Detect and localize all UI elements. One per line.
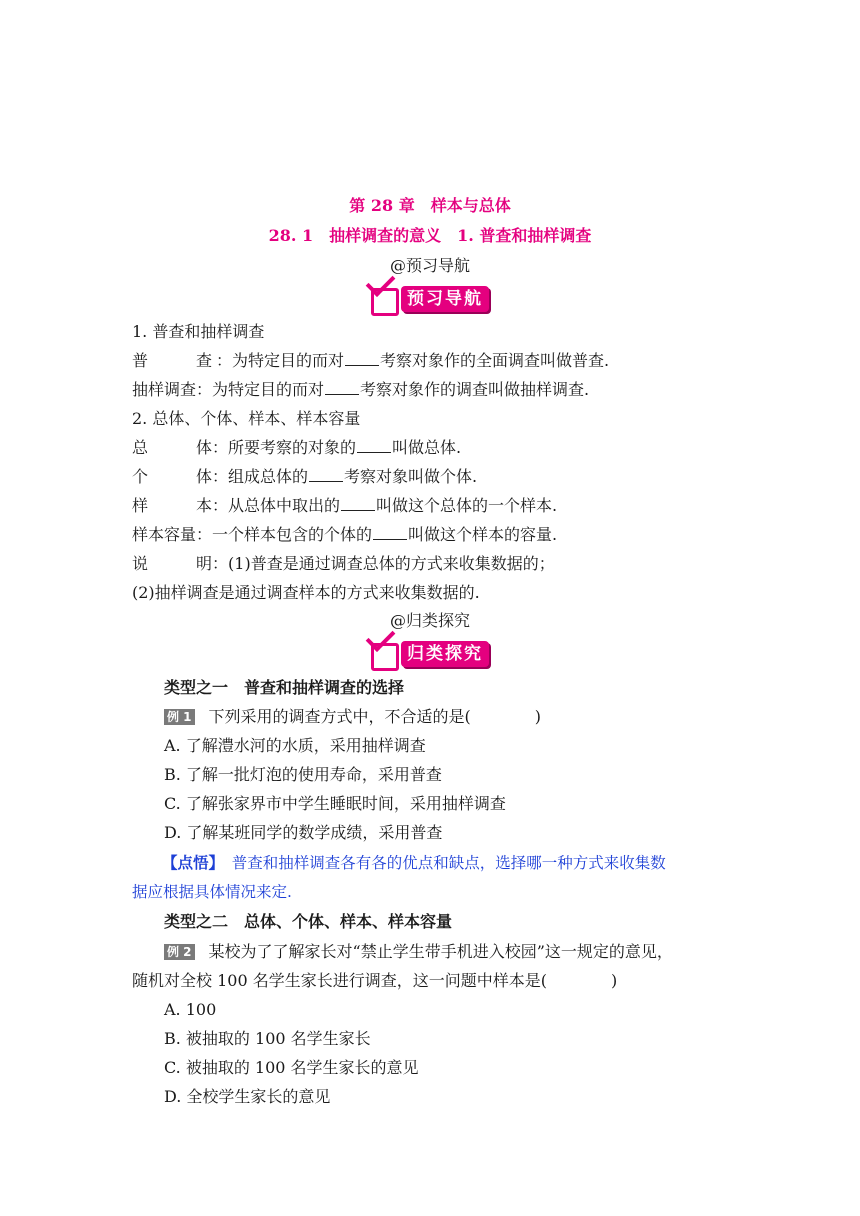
example-badge: 例 1	[164, 709, 195, 725]
explore-banner-label: 归类探究	[401, 641, 489, 667]
preview-banner-label: 预习导航	[401, 286, 489, 312]
insight-line-2: 据应根据具体情况来定.	[132, 883, 292, 901]
preview-banner	[371, 285, 489, 313]
preview-heading-1: 1. 普查和抽样调查	[132, 322, 265, 341]
example1-option-b: B. 了解一批灯泡的使用寿命，采用普查	[164, 765, 442, 784]
example1-option-c: C. 了解张家界市中学生睡眠时间，采用抽样调查	[164, 794, 506, 813]
type2-heading: 类型之二 总体、个体、样本、样本容量	[164, 912, 453, 931]
fill-blank	[309, 467, 343, 482]
sample-size-definition: 样本容量：一个样本包含的个体的 叫做这个样本的容量.	[132, 525, 558, 544]
preview-heading-2: 2. 总体、个体、样本、样本容量	[132, 409, 361, 428]
example1-option-d: D. 了解某班同学的数学成绩，采用普查	[164, 823, 443, 842]
insight-line-1: 【点悟】 普查和抽样调查各有各的优点和缺点，选择哪一种方式来收集数	[162, 854, 666, 872]
sample-definition: 样 本：从总体中取出的 叫做这个总体的一个样本.	[132, 496, 558, 515]
fill-blank	[325, 380, 359, 395]
example2-question-line-1: 例 2 某校为了了解家长对“禁止学生带手机进入校园”这一规定的意见，	[164, 940, 673, 964]
type1-heading: 类型之一 普查和抽样调查的选择	[164, 678, 405, 697]
sampling-definition: 抽样调查：为特定目的而对 考察对象作的调查叫做抽样调查.	[132, 380, 590, 399]
note-line-2: (2)抽样调查是通过调查样本的方式来收集数据的.	[132, 583, 480, 602]
example2-option-b: B. 被抽取的 100 名学生家长	[164, 1029, 371, 1048]
fill-blank	[357, 438, 391, 453]
census-definition: 普 查 ：为特定目的而对 考察对象作的全面调查叫做普查.	[132, 351, 610, 370]
population-definition: 总 体：所要考察的对象的 叫做总体.	[132, 438, 462, 457]
insight-tag: 【点悟】	[162, 854, 217, 872]
explore-anchor: @归类探究	[389, 611, 470, 630]
explore-banner	[371, 640, 489, 668]
example1-question: 例 1 下列采用的调查方式中，不合适的是( )	[164, 705, 541, 729]
example2-option-a: A. 100	[164, 1000, 217, 1019]
chapter-title: 第 28 章 样本与总体	[349, 196, 511, 215]
note-line-1: 说 明：(1)普查是通过调查总体的方式来收集数据的；	[132, 554, 555, 573]
fill-blank	[373, 525, 407, 540]
example2-option-c: C. 被抽取的 100 名学生家长的意见	[164, 1058, 419, 1077]
individual-definition: 个 体：组成总体的 考察对象叫做个体.	[132, 467, 478, 486]
fill-blank	[345, 351, 379, 366]
preview-anchor: @预习导航	[389, 256, 470, 275]
example2-option-d: D. 全校学生家长的意见	[164, 1087, 331, 1106]
fill-blank	[341, 496, 375, 511]
example2-question-line-2: 随机对全校 100 名学生家长进行调查，这一问题中样本是( )	[132, 971, 618, 990]
example-badge: 例 2	[164, 944, 195, 960]
section-title: 28. 1 抽样调查的意义 1. 普查和抽样调查	[268, 226, 592, 245]
example1-option-a: A. 了解澧水河的水质，采用抽样调查	[164, 736, 426, 755]
